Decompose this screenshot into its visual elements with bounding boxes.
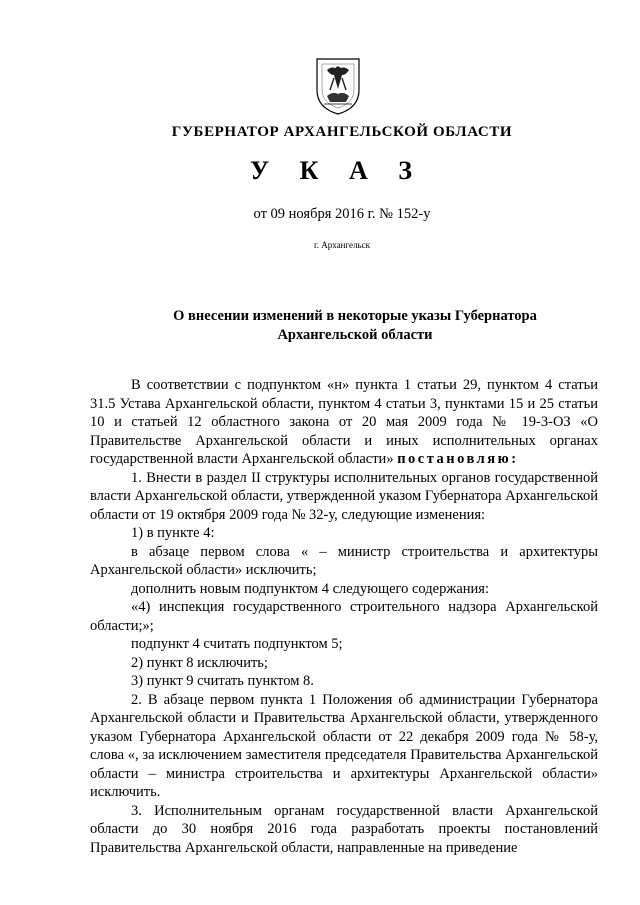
title-line-2: Архангельской области (277, 327, 433, 343)
subparagraph-1-1d: подпункт 4 считать подпунктом 5; (131, 636, 343, 652)
decree-word: постановляю: (397, 451, 519, 467)
document-city: г. Архангельск (314, 240, 370, 250)
preamble-text: В соответствии с подпунктом «н» пункта 1 статьи 29, пунктом 4 статьи 31.5 Устава Архангельской области, пунктом 4 статьи 3, пунктами 15 и 25 статьи 10 и статьей 12 областного закона от 20 мая 2009 года № 19-3-ОЗ «О Правительстве Архангельской области и иных исполнительных органах государственной власти Архангельской области» (90, 377, 598, 467)
paragraph-1: 1. Внести в раздел II структуры исполнительных органов государственной власти Архангельской области, утвержденной указом Губернатора Архангельской области от 19 октября 2009 года № 32-у, следующие изменения: (90, 469, 598, 523)
document-number-date: от 09 ноября 2016 г. № 152-у (253, 206, 431, 222)
paragraph-2: 2. В абзаце первом пункта 1 Положения об администрации Губернатора Архангельской области и Правительства Архангельской области, утвержденного указом Губернатора Архангельской области от 22 декабря 2009 года № 58-у, слова «, за исключением заместителя председателя Правительства Архангельской области – министра строительства и архитектуры Архангельской области» исключить. (90, 691, 598, 800)
subparagraph-1-2: 2) пункт 8 исключить; (131, 654, 268, 671)
document-body (90, 376, 598, 857)
title-line-1: О внесении изменений в некоторые указы Губернатора (173, 308, 537, 324)
subparagraph-1-1b: дополнить новым подпунктом 4 следующего содержания: (131, 580, 490, 597)
subparagraph-1-1c: «4) инспекция государственного строительного надзора Архангельской области;»; (90, 599, 598, 634)
preamble-paragraph (90, 376, 598, 469)
issuing-authority: ГУБЕРНАТОР АРХАНГЕЛЬСКОЙ ОБЛАСТИ (171, 124, 513, 140)
subparagraph-1-1a: в абзаце первом слова « – министр строительства и архитектуры Архангельской области» исключить; (90, 543, 598, 578)
paragraph-3: 3. Исполнительным органам государственной власти Архангельской области до 30 ноября 2016 года разработать проекты постановлений Правительства Архангельской области, направленные на приведение (90, 802, 598, 856)
coat-of-arms-icon (313, 56, 363, 116)
document-title (150, 307, 560, 345)
subparagraph-1-3: 3) пункт 9 считать пунктом 8. (131, 673, 314, 689)
subparagraph-1-1: 1) в пункте 4: (131, 525, 215, 541)
document-type: У К А З (250, 156, 424, 185)
